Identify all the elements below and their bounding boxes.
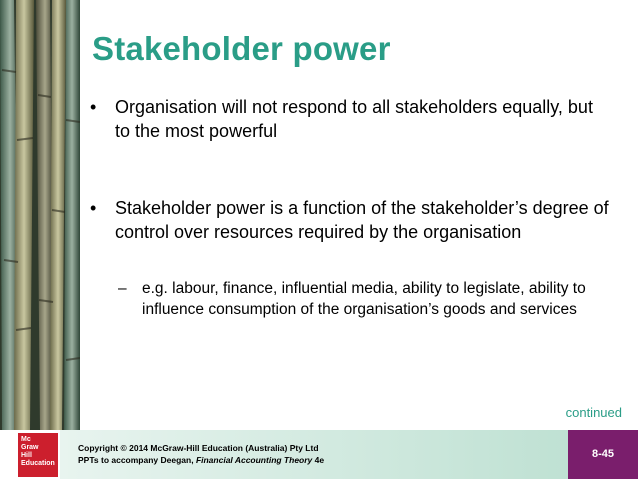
page-number: 8-45 (591, 448, 615, 460)
bullet-text: Stakeholder power is a function of the stakeholder’s degree of control over resources required by the organisation (115, 198, 609, 242)
copyright-line-2-prefix: PPTs to accompany Deegan, (78, 455, 196, 465)
bullet-marker: • (90, 198, 97, 218)
logo-line: Education (21, 460, 55, 467)
bullet-marker: • (90, 97, 97, 117)
sub-bullet-text: e.g. labour, finance, influential media, ability to legislate, ability to influence consumption of the organisation’s goods and services (142, 280, 586, 318)
publisher-logo (18, 433, 58, 477)
slide-title: Stakeholder power (92, 30, 391, 67)
logo-line: Graw (21, 444, 39, 451)
logo-line: Mc (21, 436, 31, 443)
book-title: Financial Accounting Theory (195, 455, 313, 465)
logo-text (21, 436, 55, 468)
logo-line: Hill (21, 452, 32, 459)
copyright-notice (78, 442, 324, 466)
sub-bullet-marker: – (118, 280, 127, 297)
bullet-text: Organisation will not respond to all stakeholders equally, but to the most powerful (115, 97, 593, 141)
copyright-line-2 (78, 454, 324, 466)
page-number-box (568, 430, 638, 479)
bullet-item (90, 196, 610, 244)
continued-label: continued (565, 405, 622, 420)
bamboo-image (0, 0, 80, 430)
bullet-item (90, 95, 610, 143)
copyright-line-2-suffix: 4e (312, 455, 325, 465)
sub-bullet-item (118, 278, 613, 320)
copyright-line-1: Copyright © 2014 McGraw-Hill Education (Australia) Pty Ltd (78, 443, 319, 453)
